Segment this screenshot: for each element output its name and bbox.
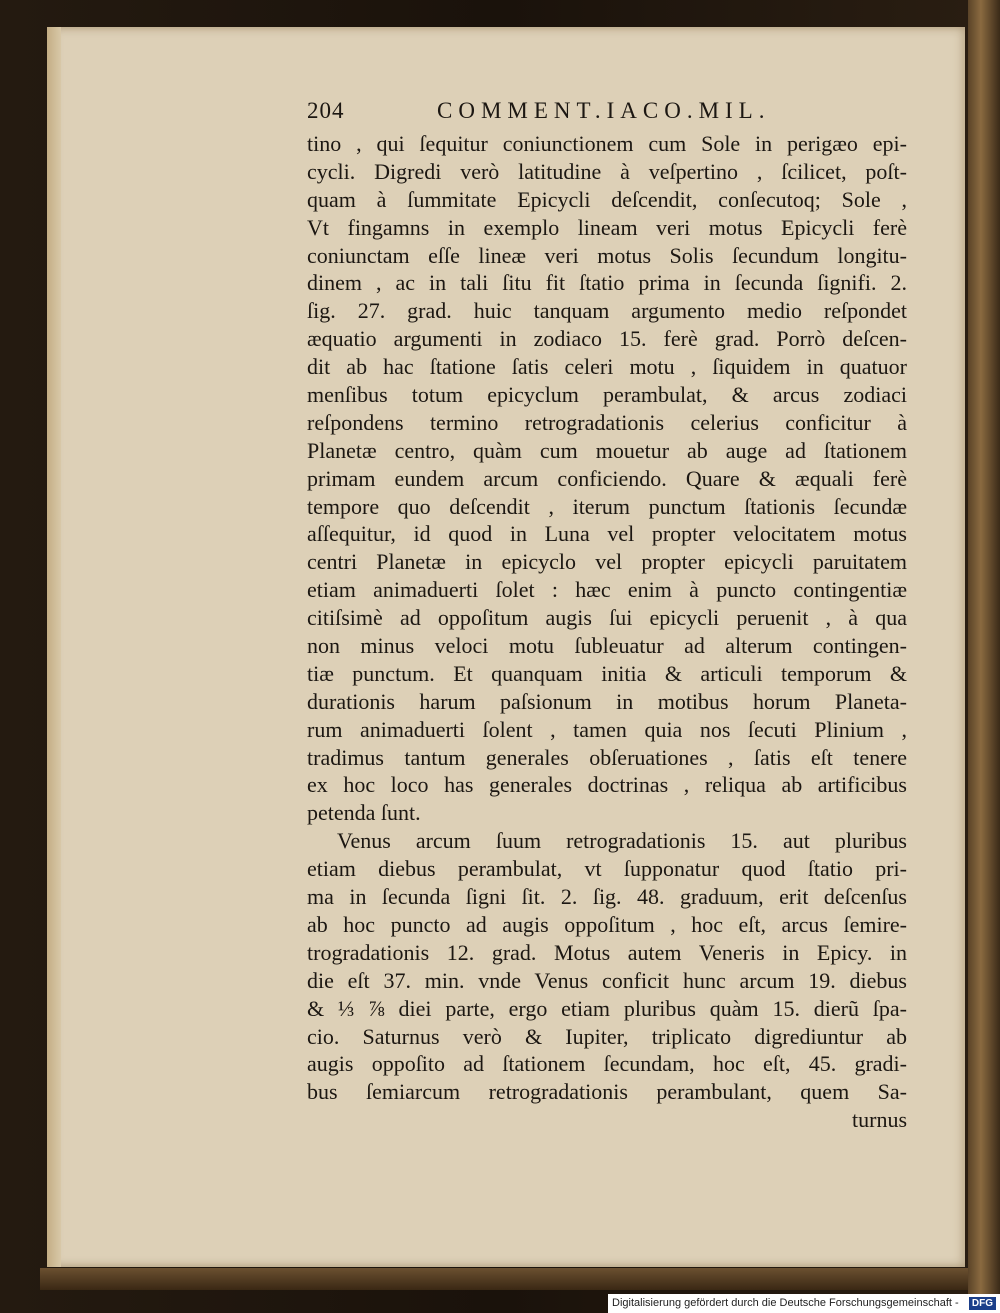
text-line: petenda ſunt. xyxy=(307,800,421,826)
digitization-footer xyxy=(608,1294,1000,1313)
text-line: ſig. 27. grad. huic tanquam argumento medio reſpondet xyxy=(307,298,907,324)
text-line: ab hoc puncto ad augis oppoſitum , hoc eſt, arcus ſemire- xyxy=(307,911,907,937)
text-line: tino , qui ſequitur coniunctionem cum Sole in perigæo epi- xyxy=(307,131,907,156)
text-line: ma in ſecunda ſigni ſit. 2. ſig. 48. graduum, erit deſcenſus xyxy=(307,884,907,910)
text-line: citiſsimè ad oppoſitum augis ſui epicycli peruenit , à qua xyxy=(307,605,907,631)
text-line: coniunctam eſſe lineæ veri motus Solis ſecundum longitu- xyxy=(307,242,907,268)
text-line: die eſt 37. min. vnde Venus conficit hunc arcum 19. diebus xyxy=(307,967,907,993)
footer-credit-text: Digitalisierung gefördert durch die Deutsche Forschungsgemeinschaft - xyxy=(612,1297,959,1309)
dfg-logo: DFG xyxy=(969,1297,996,1310)
text-line: durationis harum paſsionum in motibus horum Planeta- xyxy=(307,688,907,714)
text-line: cycli. Digredi verò latitudine à veſpertino , ſcilicet, poſt- xyxy=(307,158,907,184)
text-line: rum animaduerti ſolent , tamen quia nos ſecuti Plinium , xyxy=(307,716,907,742)
page-gutter xyxy=(47,27,61,1267)
text-line: etiam animaduerti ſolet : hæc enim à puncto contingentiæ xyxy=(307,577,907,603)
running-head-title: COMMENT.IACO.MIL. xyxy=(437,98,771,123)
body-text xyxy=(307,130,907,1134)
text-line: bus ſemiarcum retrogradationis perambulant, quem Sa- xyxy=(307,1079,907,1105)
text-line: primam eundem arcum conficiendo. Quare & æquali ferè xyxy=(307,465,907,491)
text-line: aſſequitur, id quod in Luna vel propter velocitatem motus xyxy=(307,521,907,547)
text-line: Vt fingamns in exemplo lineam veri motus Epicycli ferè xyxy=(307,214,907,240)
text-line: augis oppoſito ad ſtationem ſecundam, hoc eſt, 45. gradi- xyxy=(307,1051,907,1077)
text-line: ex hoc loco has generales doctrinas , reliqua ab artificibus xyxy=(307,772,907,798)
text-line: æquatio argumenti in zodiaco 15. ferè grad. Porrò deſcen- xyxy=(307,326,907,352)
text-line: Planetæ centro, quàm cum mouetur ab auge ad ſtationem xyxy=(307,437,907,463)
book-edge-right xyxy=(968,0,1000,1313)
text-line: tiæ punctum. Et quanquam initia & articuli temporum & xyxy=(307,660,907,686)
text-line: cio. Saturnus verò & Iupiter, triplicato digrediuntur ab xyxy=(307,1023,907,1049)
text-line: centri Planetæ in epicyclo vel propter epicycli paruitatem xyxy=(307,549,907,575)
text-line: quam à ſummitate Epicycli deſcendit, conſecutoq; Sole , xyxy=(307,186,907,212)
text-line: reſpondens termino retrogradationis celerius conficitur à xyxy=(307,409,907,435)
text-line: dit ab hac ſtatione ſatis celeri motu , ſiquidem in quatuor xyxy=(307,354,907,380)
catchword: turnus xyxy=(852,1107,907,1133)
text-line: tradimus tantum generales obſeruationes , ſatis eſt tenere xyxy=(307,744,907,770)
paragraph-start-line: Venus arcum ſuum retrogradationis 15. aut pluribus xyxy=(337,828,907,854)
text-line: trogradationis 12. grad. Motus autem Veneris in Epicy. in xyxy=(307,939,907,965)
text-line: & ⅓ ⅞ diei parte, ergo etiam pluribus quàm 15. dierũ ſpa- xyxy=(307,995,907,1021)
text-line: dinem , ac in tali ſitu fit ſtatio prima in ſecunda ſignifi. 2. xyxy=(307,270,907,296)
book-edge-bottom xyxy=(40,1268,968,1290)
text-line: menſibus totum epicyclum perambulat, & arcus zodiaci xyxy=(307,382,907,408)
text-line: non minus veloci motu ſubleuatur ad alterum contingen- xyxy=(307,633,907,659)
running-head xyxy=(307,98,907,132)
text-line: tempore quo deſcendit , iterum punctum ſtationis ſecundæ xyxy=(307,493,907,519)
page-number: 204 xyxy=(307,98,345,123)
text-line: etiam diebus perambulat, vt ſupponatur quod ſtatio pri- xyxy=(307,856,907,882)
